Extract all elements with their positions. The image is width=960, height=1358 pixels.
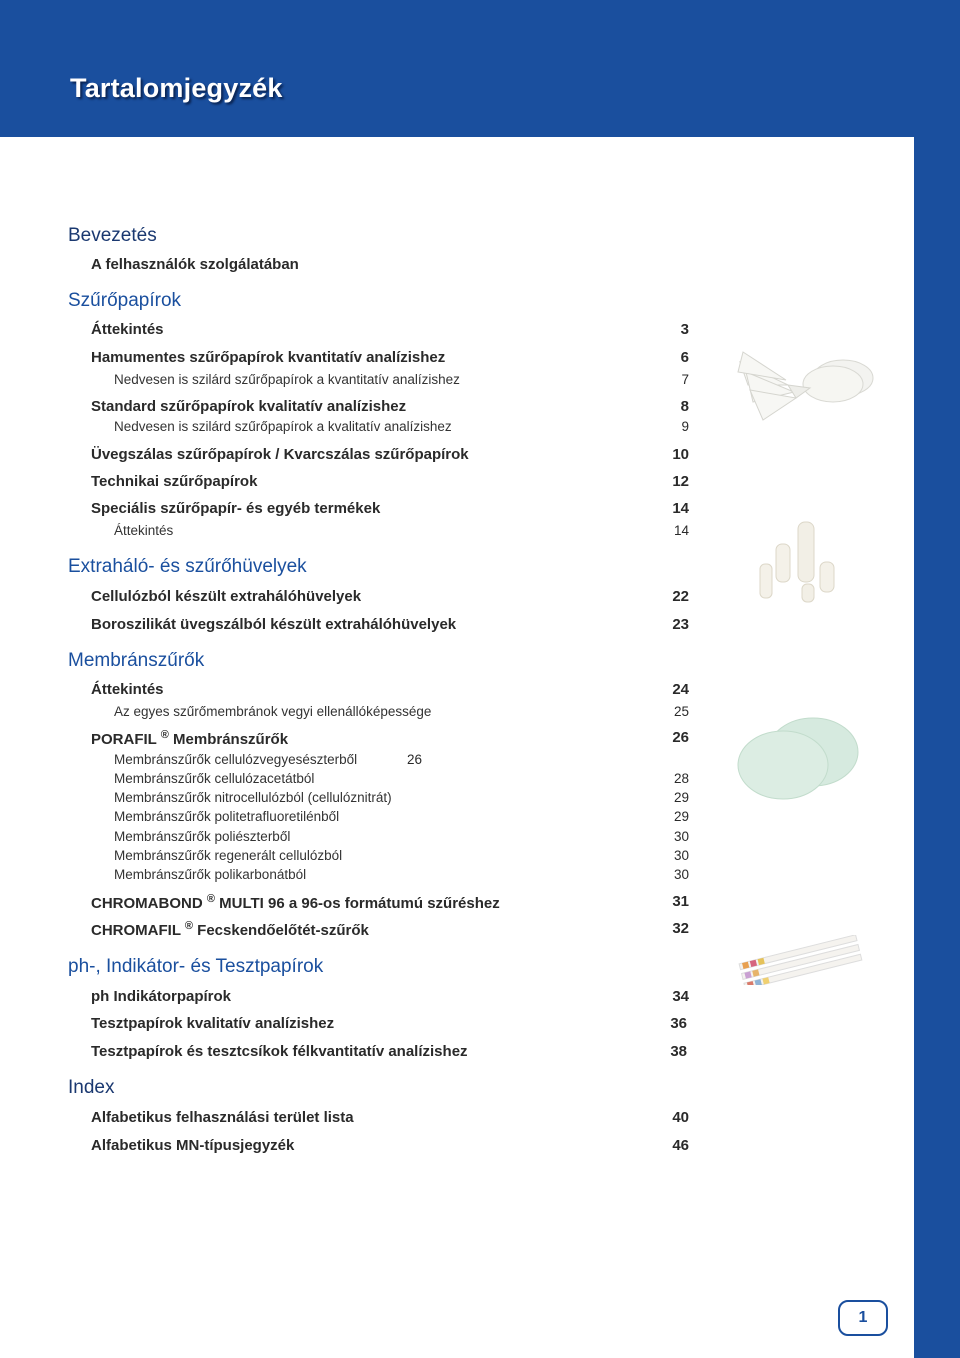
toc-entry[interactable]: Áttekintés (91, 681, 164, 698)
toc-entry-chromafil[interactable] (91, 920, 369, 939)
toc-subentry[interactable]: Membránszűrők nitrocellulózból (cellulóznitrát) (114, 790, 392, 805)
page-ref: 10 (672, 446, 689, 463)
toc-subentry[interactable]: Membránszűrők poliészterből (114, 829, 291, 844)
registered-mark: ® (184, 920, 193, 932)
page-ref: 30 (673, 867, 689, 882)
toc-entry[interactable]: Boroszilikát üvegszálból készült extrahálóhüvelyek (91, 616, 457, 633)
toc-entry[interactable]: Tesztpapírok és tesztcsíkok félkvantitatív analízishez (91, 1043, 468, 1060)
page-ref: 30 (673, 848, 689, 863)
brand-name: CHROMAFIL (91, 922, 181, 939)
page-ref: 6 (680, 349, 689, 366)
toc-subentry[interactable]: Membránszűrők cellulózacetátból (114, 771, 315, 786)
toc-entry[interactable]: Üvegszálas szűrőpapírok / Kvarcszálas szűrőpapírok (91, 446, 469, 463)
toc-subentry[interactable]: Membránszűrők politetrafluoretilénből (114, 809, 340, 824)
filter-paper-illustration (728, 340, 878, 440)
page-ref: 38 (670, 1043, 687, 1060)
section-ph[interactable]: ph-, Indikátor- és Tesztpapírok (68, 956, 324, 977)
toc-subentry[interactable]: Az egyes szűrőmembránok vegyi ellenállóképessége (114, 704, 432, 719)
page-ref: 14 (672, 500, 689, 517)
page-ref: 29 (673, 790, 689, 805)
section-szuropapirok[interactable]: Szűrőpapírok (68, 290, 182, 311)
page-ref: 7 (681, 372, 689, 387)
page-number: 1 (838, 1300, 888, 1336)
page-ref: 31 (672, 893, 689, 910)
toc-entry[interactable]: Tesztpapírok kvalitatív analízishez (91, 1015, 335, 1032)
page-ref: 9 (681, 419, 689, 434)
toc-subentry[interactable]: Nedvesen is szilárd szűrőpapírok a kvalitatív analízishez (114, 419, 452, 434)
toc-entry[interactable]: Speciális szűrőpapír- és egyéb termékek (91, 500, 381, 517)
toc-entry[interactable]: Hamumentes szűrőpapírok kvantitatív analízishez (91, 349, 446, 366)
page-ref: 12 (672, 473, 689, 490)
toc-entry[interactable]: Alfabetikus MN-típusjegyzék (91, 1137, 295, 1154)
toc-subentry[interactable]: Áttekintés (114, 523, 174, 538)
page-ref: 3 (680, 321, 689, 338)
registered-mark: ® (206, 893, 215, 905)
page-ref: 23 (672, 616, 689, 633)
toc-entry[interactable]: Alfabetikus felhasználási terület lista (91, 1109, 354, 1126)
toc-entry[interactable]: Áttekintés (91, 321, 164, 338)
test-strips-illustration (735, 935, 865, 985)
page-ref: 14 (673, 523, 689, 538)
section-index[interactable]: Index (68, 1077, 115, 1098)
toc-subentry[interactable]: Membránszűrők polikarbonátból (114, 867, 307, 882)
page-ref: 25 (673, 704, 689, 719)
membrane-filters-illustration (728, 710, 868, 805)
toc-subentry[interactable]: Nedvesen is szilárd szűrőpapírok a kvantitatív analízishez (114, 372, 460, 387)
section-membran[interactable]: Membránszűrők (68, 650, 205, 671)
toc-entry[interactable]: Standard szűrőpapírok kvalitatív analízishez (91, 398, 407, 415)
page-ref: 24 (672, 681, 689, 698)
page-ref: 28 (673, 771, 689, 786)
toc-entry[interactable]: Technikai szűrőpapírok (91, 473, 258, 490)
page-ref: 26 (406, 752, 422, 767)
toc-subentry[interactable]: Membránszűrők regenerált cellulózból (114, 848, 343, 863)
page-ref: 29 (673, 809, 689, 824)
page-ref: 8 (680, 398, 689, 415)
toc-entry-porafil[interactable] (91, 729, 288, 748)
entry-text: Fecskendőelőtét-szűrők (197, 922, 369, 939)
extraction-thimbles-illustration (750, 518, 850, 608)
page-ref: 46 (672, 1137, 689, 1154)
page-ref: 34 (672, 988, 689, 1005)
toc-entry[interactable]: ph Indikátorpapírok (91, 988, 232, 1005)
page-ref: 32 (672, 920, 689, 937)
toc-entry-chromabond[interactable] (91, 893, 500, 912)
section-bevezetes[interactable]: Bevezetés (68, 225, 157, 246)
brand-name: CHROMABOND (91, 895, 203, 912)
page-ref: 26 (672, 729, 689, 746)
entry-text: Membránszűrők (173, 731, 289, 748)
page-title: Tartalomjegyzék (70, 73, 283, 103)
page-ref: 30 (673, 829, 689, 844)
entry-text: MULTI 96 a 96-os formátumú szűréshez (219, 895, 500, 912)
registered-mark: ® (160, 729, 169, 741)
header-band (0, 0, 960, 137)
section-extrahalo[interactable]: Extraháló- és szűrőhüvelyek (68, 556, 307, 577)
page-ref: 40 (672, 1109, 689, 1126)
page-ref: 36 (670, 1015, 687, 1032)
toc-entry[interactable]: A felhasználók szolgálatában (91, 256, 299, 273)
page-ref: 22 (672, 588, 689, 605)
brand-name: PORAFIL (91, 731, 157, 748)
toc-subentry[interactable]: Membránszűrők cellulózvegyesészterből (114, 752, 358, 767)
toc-entry[interactable]: Cellulózból készült extrahálóhüvelyek (91, 588, 362, 605)
